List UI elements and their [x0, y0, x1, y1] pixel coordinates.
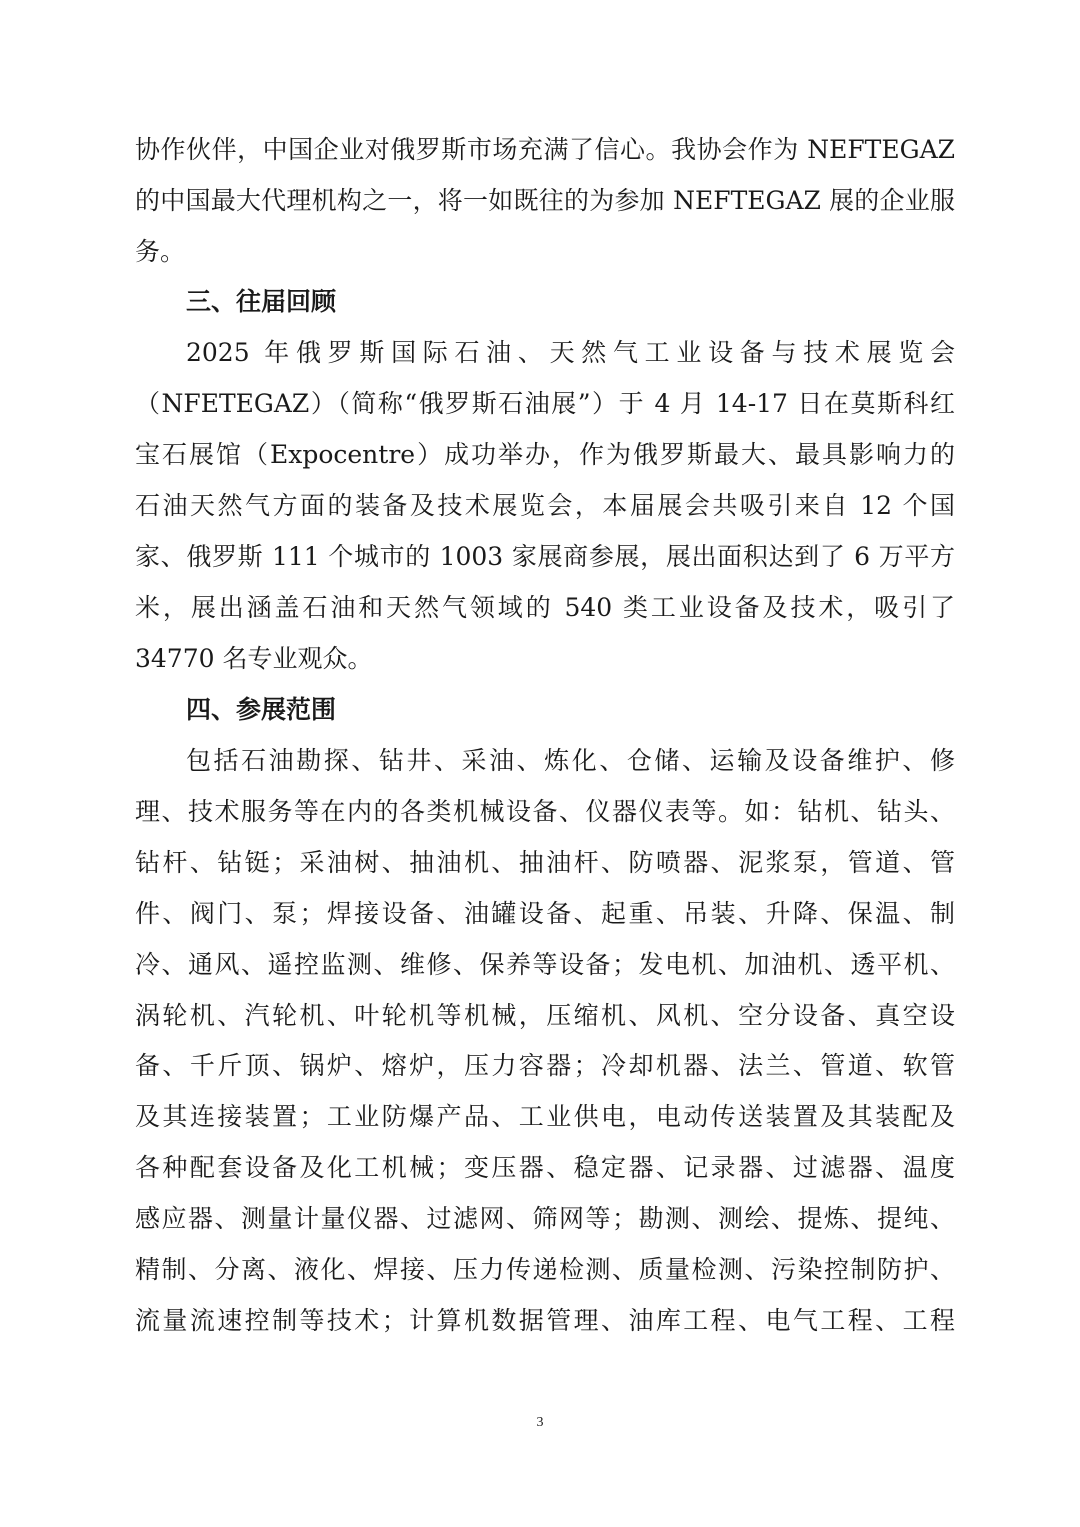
- paragraph-line: （NFETEGAZ）（简称“俄罗斯石油展”）于 4 月 14-17 日在莫斯科红: [135, 389, 955, 418]
- paragraph-line: 34770 名专业观众。: [135, 644, 373, 673]
- paragraph-line: 米，展出涵盖石油和天然气领域的 540 类工业设备及技术，吸引了: [135, 593, 955, 622]
- paragraph-line: 家、俄罗斯 111 个城市的 1003 家展商参展，展出面积达到了 6 万平方: [135, 542, 955, 571]
- paragraph-line: 的中国最大代理机构之一，将一如既往的为参加 NEFTEGAZ 展的企业服: [135, 186, 955, 215]
- section-heading-scope: 四、参展范围: [186, 695, 337, 724]
- paragraph-line: 精制、分离、液化、焊接、压力传递检测、质量检测、污染控制防护、: [135, 1255, 955, 1284]
- paragraph-line: 理、技术服务等在内的各类机械设备、仪器仪表等。如：钻机、钻头、: [135, 797, 955, 826]
- paragraph-line: 务。: [135, 237, 186, 266]
- paragraph-line: 宝石展馆（Expocentre）成功举办，作为俄罗斯最大、最具影响力的: [135, 440, 955, 469]
- paragraph-line: 备、千斤顶、锅炉、熔炉，压力容器；冷却机器、法兰、管道、软管: [135, 1051, 955, 1080]
- paragraph-line: 各种配套设备及化工机械；变压器、稳定器、记录器、过滤器、温度: [135, 1153, 955, 1182]
- paragraph-line: 协作伙伴，中国企业对俄罗斯市场充满了信心。我协会作为 NEFTEGAZ: [135, 135, 955, 164]
- paragraph-line: 及其连接装置；工业防爆产品、工业供电，电动传送装置及其装配及: [135, 1102, 955, 1131]
- paragraph-line: 涡轮机、汽轮机、叶轮机等机械，压缩机、风机、空分设备、真空设: [135, 1001, 955, 1030]
- paragraph-line: 流量流速控制等技术；计算机数据管理、油库工程、电气工程、工程: [135, 1306, 955, 1335]
- paragraph-line: 感应器、测量计量仪器、过滤网、筛网等；勘测、测绘、提炼、提纯、: [135, 1204, 955, 1233]
- paragraph-line: 包括石油勘探、钻井、采油、炼化、仓储、运输及设备维护、修: [186, 746, 955, 775]
- paragraph-line: 石油天然气方面的装备及技术展览会，本届展会共吸引来自 12 个国: [135, 491, 955, 520]
- paragraph-line: 2025 年俄罗斯国际石油、天然气工业设备与技术展览会: [186, 338, 955, 367]
- page-number: 3: [536, 1415, 544, 1430]
- section-heading-review: 三、往届回顾: [186, 287, 337, 316]
- paragraph-line: 冷、通风、遥控监测、维修、保养等设备；发电机、加油机、透平机、: [135, 950, 955, 979]
- paragraph-line: 件、阀门、泵；焊接设备、油罐设备、起重、吊装、升降、保温、制: [135, 899, 955, 928]
- paragraph-line: 钻杆、钻铤；采油树、抽油机、抽油杆、防喷器、泥浆泵，管道、管: [135, 848, 955, 877]
